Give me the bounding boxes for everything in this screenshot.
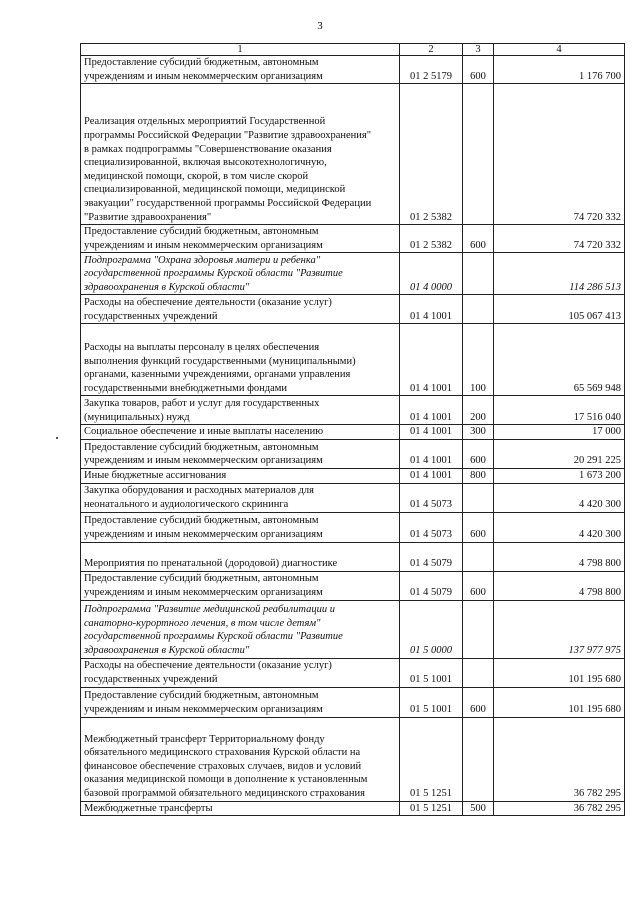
row-name: Предоставление субсидий бюджетным, автономным учреждениям и иным некоммерческим организациям — [81, 56, 400, 84]
row-type: 500 — [463, 801, 494, 816]
row-code: 01 4 1001 — [400, 425, 463, 440]
table-row — [81, 600, 625, 658]
page-number: 3 — [317, 20, 323, 32]
table-row — [81, 542, 625, 571]
row-code: 01 4 1001 — [400, 468, 463, 483]
table-row — [81, 483, 625, 512]
row-type — [463, 542, 494, 571]
row-name: Предоставление субсидий бюджетным, автономным учреждениям и иным некоммерческим организациям — [81, 687, 400, 717]
row-name: Подпрограмма "Охрана здоровья матери и ребенка" государственной программы Курской области "Развитие здравоохранения в Курской области" — [81, 253, 400, 295]
row-code: 01 5 1251 — [400, 801, 463, 816]
row-code: 01 4 5073 — [400, 483, 463, 512]
table-row — [81, 468, 625, 483]
row-name: Закупка оборудования и расходных материалов для неонатального и аудиологического скрининга — [81, 483, 400, 512]
row-type: 600 — [463, 439, 494, 468]
row-sum: 36 782 295 — [494, 717, 625, 801]
row-sum: 101 195 680 — [494, 687, 625, 717]
row-sum: 137 977 975 — [494, 600, 625, 658]
row-sum: 101 195 680 — [494, 658, 625, 687]
row-code: 01 5 0000 — [400, 600, 463, 658]
row-code: 01 4 5073 — [400, 512, 463, 542]
row-code: 01 5 1001 — [400, 658, 463, 687]
table-row — [81, 56, 625, 84]
row-name: Мероприятия по пренатальной (дородовой) диагностике — [81, 542, 400, 571]
row-sum: 114 286 513 — [494, 253, 625, 295]
row-type: 600 — [463, 56, 494, 84]
row-name: Предоставление субсидий бюджетным, автономным учреждениям и иным некоммерческим организациям — [81, 512, 400, 542]
table-row — [81, 225, 625, 253]
row-name: Расходы на обеспечение деятельности (оказание услуг) государственных учреждений — [81, 658, 400, 687]
row-sum: 4 420 300 — [494, 483, 625, 512]
row-code: 01 2 5179 — [400, 56, 463, 84]
table-row — [81, 295, 625, 324]
row-name: Подпрограмма "Развитие медицинской реабилитации и санаторно-курортного лечения, в том числе детям" государственной программы Курской области "Развитие здравоохранения в Курской области" — [81, 600, 400, 658]
row-code: 01 4 1001 — [400, 439, 463, 468]
table-row — [81, 324, 625, 396]
row-sum: 36 782 295 — [494, 801, 625, 816]
table-header-row — [81, 44, 625, 56]
row-type — [463, 483, 494, 512]
margin-mark — [56, 437, 58, 439]
row-code: 01 4 1001 — [400, 396, 463, 425]
row-sum: 4 798 800 — [494, 542, 625, 571]
table-row — [81, 717, 625, 801]
row-type: 600 — [463, 687, 494, 717]
row-code: 01 4 1001 — [400, 324, 463, 396]
row-type — [463, 600, 494, 658]
row-type: 200 — [463, 396, 494, 425]
row-name: Межбюджетный трансферт Территориальному фонду обязательного медицинского страхования Курской области на финансовое обеспечение страховых случаев, видов и условий оказания медицинской помощи в дополнение к установленным базовой программой обязательного медицинского страхования — [81, 717, 400, 801]
row-type — [463, 253, 494, 295]
row-sum: 74 720 332 — [494, 225, 625, 253]
row-name: Иные бюджетные ассигнования — [81, 468, 400, 483]
table-row — [81, 396, 625, 425]
table-row — [81, 512, 625, 542]
row-sum: 4 420 300 — [494, 512, 625, 542]
row-type: 600 — [463, 571, 494, 600]
row-sum: 20 291 225 — [494, 439, 625, 468]
row-sum: 1 673 200 — [494, 468, 625, 483]
row-name: Предоставление субсидий бюджетным, автономным учреждениям и иным некоммерческим организациям — [81, 225, 400, 253]
row-sum: 1 176 700 — [494, 56, 625, 84]
row-sum: 65 569 948 — [494, 324, 625, 396]
row-name: Реализация отдельных мероприятий Государственной программы Российской Федерации "Развитие здравоохранения" в рамках подпрограммы "Совершенствование оказания специализированной, включая высокотехнологичную, медицинской помощи, скорой, в том числе скорой специализированной, медицинской помощи, медицинской эвакуации" государственной программы Российской Федерации "Развитие здравоохранения" — [81, 84, 400, 225]
row-name: Расходы на обеспечение деятельности (оказание услуг) государственных учреждений — [81, 295, 400, 324]
row-name: Межбюджетные трансферты — [81, 801, 400, 816]
row-sum: 105 067 413 — [494, 295, 625, 324]
row-sum: 17 516 040 — [494, 396, 625, 425]
budget-table — [80, 43, 625, 816]
row-sum: 4 798 800 — [494, 571, 625, 600]
row-type — [463, 84, 494, 225]
row-type: 600 — [463, 225, 494, 253]
row-code: 01 2 5382 — [400, 84, 463, 225]
row-sum: 17 000 — [494, 425, 625, 440]
row-type — [463, 717, 494, 801]
row-type — [463, 295, 494, 324]
table-row — [81, 687, 625, 717]
header-col-2: 2 — [400, 44, 463, 56]
table-row — [81, 658, 625, 687]
row-code: 01 4 1001 — [400, 295, 463, 324]
row-name: Расходы на выплаты персоналу в целях обеспечения выполнения функций государственными (муниципальными) органами, казенными учреждениями, органами управления государственными внебюджетными фондами — [81, 324, 400, 396]
row-code: 01 4 5079 — [400, 542, 463, 571]
row-code: 01 4 0000 — [400, 253, 463, 295]
row-name: Социальное обеспечение и иные выплаты населению — [81, 425, 400, 440]
row-type: 800 — [463, 468, 494, 483]
row-type — [463, 658, 494, 687]
table-row — [81, 439, 625, 468]
row-code: 01 5 1001 — [400, 687, 463, 717]
table-row — [81, 253, 625, 295]
row-name: Предоставление субсидий бюджетным, автономным учреждениям и иным некоммерческим организациям — [81, 439, 400, 468]
header-col-4: 4 — [494, 44, 625, 56]
row-code: 01 4 5079 — [400, 571, 463, 600]
row-type: 600 — [463, 512, 494, 542]
row-code: 01 2 5382 — [400, 225, 463, 253]
row-name: Закупка товаров, работ и услуг для государственных (муниципальных) нужд — [81, 396, 400, 425]
header-col-3: 3 — [463, 44, 494, 56]
table-row — [81, 801, 625, 816]
budget-table-body — [81, 44, 625, 816]
header-col-1: 1 — [81, 44, 400, 56]
row-type: 100 — [463, 324, 494, 396]
table-row — [81, 425, 625, 440]
row-sum: 74 720 332 — [494, 84, 625, 225]
table-row — [81, 84, 625, 225]
row-code: 01 5 1251 — [400, 717, 463, 801]
table-row — [81, 571, 625, 600]
row-name: Предоставление субсидий бюджетным, автономным учреждениям и иным некоммерческим организациям — [81, 571, 400, 600]
row-type: 300 — [463, 425, 494, 440]
